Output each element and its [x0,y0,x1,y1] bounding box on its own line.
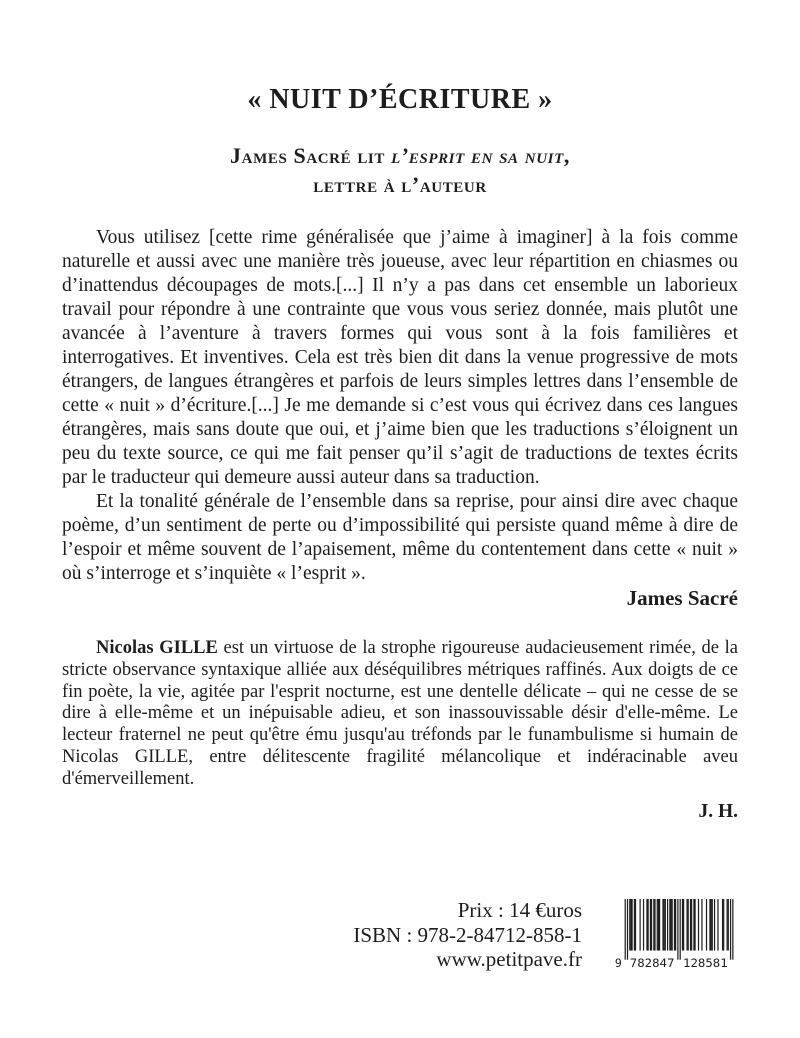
blurb-text: est un virtuose de la strophe rigoureuse audacieusement rimée, de la stricte observance syntaxique alliée aux déséquilibres métriques raffinés. Aux doigts de ce fin poète, la vie, agitée par l'esprit nocturne, est une dentelle délicate – qui ne cesse de se dire à elle-même et un inépuisable adieu, et son inassouvissable désir d'elle-même. Le lecteur fraternel ne peut qu'être ému jusqu'au tréfonds par le funambulisme si humain de Nicolas GILLE, entre délitescente fragilité mélancolique et indéracinable aveu d'émerveillement. [62,638,738,789]
subtitle-line-1 [0,141,800,170]
letter-paragraph-1: Vous utilisez [cette rime généralisée que j’aime à imaginer] à la fois comme naturelle et aussi avec une manière très joueuse, avec leur répartition en chiasmes ou d’inattendus découpages de mots.[...] Il n’y a pas dans cet ensemble un laborieux travail pour répondre à une contrainte que vous vous seriez donnée, mais plutôt une avancée à l’aventure à travers formes qui vous sont à la fois familières et interrogatives. Et inventives. Cela est très bien dit dans la venue progressive de mots étrangers, de langues étrangères et parfois de leurs simples lettres dans l’ensemble de cette « nuit » d’écriture.[...] Je me demande si c’est vous qui écrivez dans ces langues étrangères, mais sans doute que oui, et j’aime bien que les traductions s’éloignent un peu du texte source, ce qui me fait penser qu’il s’agit de traductions de textes écrits par le traducteur qui demeure aussi auteur dans sa traduction. [62,227,738,488]
isbn-line: ISBN : 978-2-84712-858-1 [353,922,582,947]
price-line: Prix : 14 €uros [457,898,582,922]
letter-signature: James Sacré [626,586,738,610]
svg-text:782847: 782847 [629,956,675,971]
blurb-paragraph [62,638,738,791]
subtitle-prefix: James Sacré lit [230,143,392,168]
letter-body [62,226,738,610]
publication-info [353,898,582,972]
ean13-barcode [614,899,736,970]
blurb-author-name: Nicolas GILLE [96,638,218,658]
website-line: www.petitpave.fr [436,947,582,971]
subtitle-book-title: l’esprit en sa nuit [391,143,564,168]
blurb-signature: J. H. [698,800,738,822]
svg-text:9: 9 [614,956,622,971]
page-title: « NUIT D’ÉCRITURE » [247,84,553,115]
publisher-blurb [62,638,738,822]
letter-paragraph-2: Et la tonalité générale de l’ensemble dans sa reprise, pour ainsi dire avec chaque poème, d’un sentiment de perte ou d’impossibilité qui persiste quand même à dire de l’espoir et même souvent de l’apaisement, même du contentement dans cette « nuit » où s’interroge et s’inquiète « l’esprit ». [62,491,738,584]
subtitle-suffix: , [563,143,570,168]
footer [353,898,736,972]
subtitle-line-2: lettre à l’auteur [313,172,487,197]
subtitle [0,141,800,199]
svg-text:128581: 128581 [683,956,728,971]
